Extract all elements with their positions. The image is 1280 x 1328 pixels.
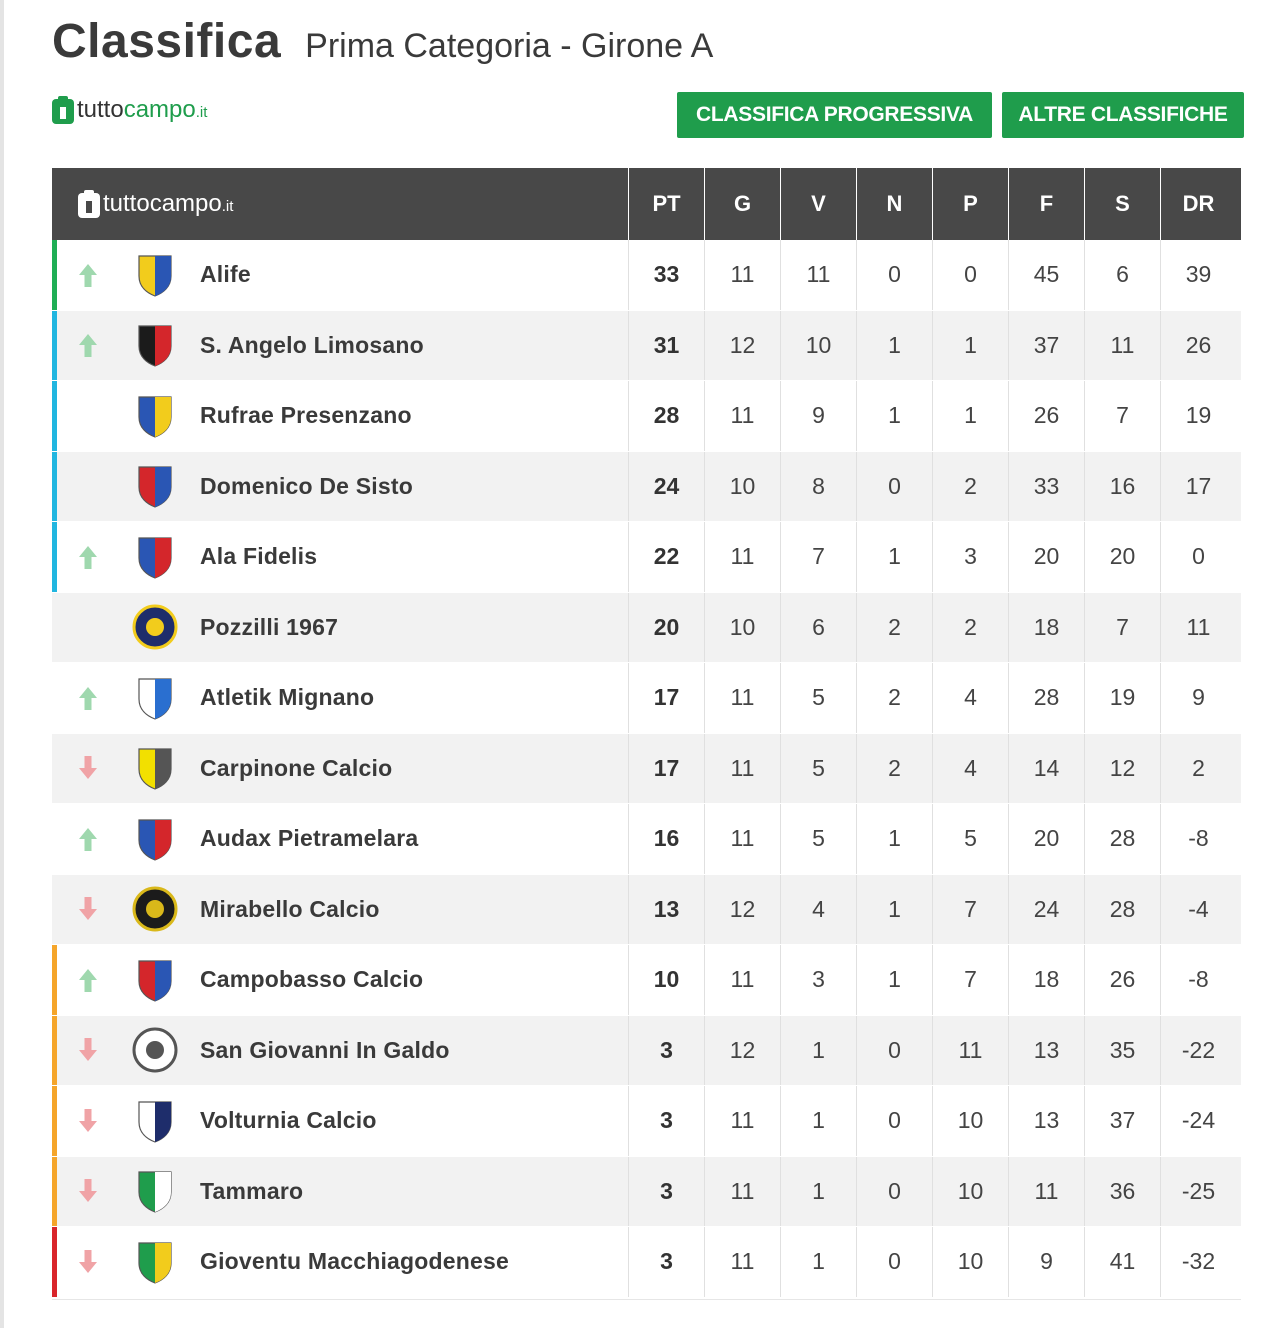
- table-row[interactable]: [52, 452, 1241, 523]
- team-name[interactable]: San Giovanni In Galdo: [200, 1036, 450, 1063]
- stat-n: 2: [856, 734, 932, 804]
- team-cell: [52, 311, 628, 381]
- stat-f: 20: [1008, 804, 1084, 874]
- column-header-pt[interactable]: PT: [628, 168, 704, 240]
- team-name[interactable]: Atletik Mignano: [200, 684, 375, 711]
- team-cell: [52, 381, 628, 451]
- stat-g: 11: [704, 734, 780, 804]
- trend-up-arrow-icon: [78, 826, 98, 852]
- stat-f: 26: [1008, 381, 1084, 451]
- team-cell: [52, 1016, 628, 1086]
- stat-pt: 17: [628, 734, 704, 804]
- table-row[interactable]: [52, 734, 1241, 805]
- header-actions: [677, 92, 1244, 138]
- stat-pt: 3: [628, 1016, 704, 1086]
- stat-dr: 11: [1160, 593, 1236, 663]
- stat-p: 4: [932, 734, 1008, 804]
- team-name[interactable]: Gioventu Macchiagodenese: [200, 1248, 509, 1275]
- white-round-crest-icon: [132, 1027, 178, 1073]
- trend-up-arrow-icon: [78, 544, 98, 570]
- stat-pt: 10: [628, 945, 704, 1015]
- stat-f: 11: [1008, 1157, 1084, 1227]
- stat-dr: -32: [1160, 1227, 1236, 1297]
- green-ball-shield-icon: [132, 1168, 178, 1214]
- table-brand-tld: .it: [221, 198, 234, 215]
- stat-dr: -8: [1160, 804, 1236, 874]
- stat-v: 1: [780, 1227, 856, 1297]
- table-row[interactable]: [52, 1086, 1241, 1157]
- team-cell: [52, 663, 628, 733]
- stat-n: 1: [856, 522, 932, 592]
- stat-v: 1: [780, 1157, 856, 1227]
- stat-g: 11: [704, 945, 780, 1015]
- stat-g: 10: [704, 593, 780, 663]
- column-header-f[interactable]: F: [1008, 168, 1084, 240]
- stat-n: 0: [856, 1157, 932, 1227]
- stat-g: 11: [704, 381, 780, 451]
- stat-f: 14: [1008, 734, 1084, 804]
- trend-up-arrow-icon: [78, 262, 98, 288]
- stat-n: 1: [856, 804, 932, 874]
- team-name[interactable]: Tammaro: [200, 1177, 304, 1204]
- stat-f: 33: [1008, 452, 1084, 522]
- table-row[interactable]: [52, 663, 1241, 734]
- stat-n: 1: [856, 875, 932, 945]
- black-yellow-round-icon: [132, 886, 178, 932]
- stat-dr: 39: [1160, 240, 1236, 310]
- stat-p: 2: [932, 593, 1008, 663]
- table-brand-name: tutto: [103, 190, 150, 217]
- stat-s: 41: [1084, 1227, 1160, 1297]
- stat-n: 0: [856, 1016, 932, 1086]
- stat-p: 4: [932, 663, 1008, 733]
- team-name[interactable]: Volturnia Calcio: [200, 1107, 377, 1134]
- white-navy-shield-icon: [132, 1098, 178, 1144]
- team-cell: [52, 1157, 628, 1227]
- stat-v: 5: [780, 734, 856, 804]
- stat-v: 5: [780, 663, 856, 733]
- trend-down-arrow-icon: [78, 1249, 98, 1275]
- stat-g: 12: [704, 311, 780, 381]
- team-cell: [52, 522, 628, 592]
- table-row[interactable]: [52, 593, 1241, 664]
- green-yellow-shield-icon: [132, 1239, 178, 1285]
- team-cell: [52, 1086, 628, 1156]
- trend-up-arrow-icon: [78, 685, 98, 711]
- stat-g: 11: [704, 1227, 780, 1297]
- stat-f: 28: [1008, 663, 1084, 733]
- stat-s: 7: [1084, 381, 1160, 451]
- column-header-s[interactable]: S: [1084, 168, 1160, 240]
- stat-v: 1: [780, 1086, 856, 1156]
- stat-p: 10: [932, 1086, 1008, 1156]
- blue-red-crest-icon: [132, 534, 178, 580]
- stat-g: 11: [704, 1086, 780, 1156]
- stat-s: 37: [1084, 1086, 1160, 1156]
- table-brand-wordmark: [103, 190, 233, 218]
- trend-up-arrow-icon: [78, 332, 98, 358]
- team-cell: [52, 1227, 628, 1297]
- stat-pt: 33: [628, 240, 704, 310]
- trend-down-arrow-icon: [78, 1037, 98, 1063]
- yellow-tower-shield-icon: [132, 745, 178, 791]
- stat-dr: 9: [1160, 663, 1236, 733]
- trend-down-arrow-icon: [78, 1108, 98, 1134]
- stat-p: 5: [932, 804, 1008, 874]
- brand-tld: .it: [195, 104, 208, 121]
- stat-s: 16: [1084, 452, 1160, 522]
- stat-pt: 20: [628, 593, 704, 663]
- stat-n: 0: [856, 1086, 932, 1156]
- trend-up-arrow-icon: [78, 967, 98, 993]
- stat-dr: 26: [1160, 311, 1236, 381]
- stat-f: 20: [1008, 522, 1084, 592]
- stat-dr: 0: [1160, 522, 1236, 592]
- stat-pt: 3: [628, 1227, 704, 1297]
- stat-s: 20: [1084, 522, 1160, 592]
- stat-f: 37: [1008, 311, 1084, 381]
- team-cell: [52, 875, 628, 945]
- stat-g: 11: [704, 240, 780, 310]
- team-name[interactable]: S. Angelo Limosano: [200, 331, 424, 358]
- stat-pt: 31: [628, 311, 704, 381]
- page-header: [52, 14, 713, 69]
- trend-down-arrow-icon: [78, 755, 98, 781]
- stat-v: 1: [780, 1016, 856, 1086]
- table-row[interactable]: [52, 1227, 1241, 1298]
- stat-f: 13: [1008, 1016, 1084, 1086]
- stat-p: 0: [932, 240, 1008, 310]
- tuttocampo-logo-icon: [78, 190, 100, 218]
- stat-p: 10: [932, 1157, 1008, 1227]
- stat-pt: 3: [628, 1157, 704, 1227]
- stat-s: 19: [1084, 663, 1160, 733]
- stat-n: 2: [856, 593, 932, 663]
- team-cell: [52, 804, 628, 874]
- stat-dr: 19: [1160, 381, 1236, 451]
- red-blue-wolf-icon: [132, 957, 178, 1003]
- stat-v: 11: [780, 240, 856, 310]
- stat-g: 12: [704, 875, 780, 945]
- stat-s: 26: [1084, 945, 1160, 1015]
- team-name[interactable]: Mirabello Calcio: [200, 895, 380, 922]
- black-red-crest-icon: [132, 322, 178, 368]
- stat-s: 11: [1084, 311, 1160, 381]
- team-name[interactable]: Rufrae Presenzano: [200, 402, 412, 429]
- stat-dr: -22: [1160, 1016, 1236, 1086]
- stat-f: 45: [1008, 240, 1084, 310]
- stat-pt: 17: [628, 663, 704, 733]
- team-name[interactable]: Pozzilli 1967: [200, 613, 339, 640]
- stat-v: 6: [780, 593, 856, 663]
- column-header-p[interactable]: P: [932, 168, 1008, 240]
- brand-accent: campo: [123, 96, 196, 123]
- standings-table: [52, 168, 1241, 1298]
- stat-n: 1: [856, 945, 932, 1015]
- team-name[interactable]: Campobasso Calcio: [200, 966, 424, 993]
- stat-n: 1: [856, 381, 932, 451]
- table-row[interactable]: [52, 381, 1241, 452]
- stat-g: 10: [704, 452, 780, 522]
- table-row[interactable]: [52, 522, 1241, 593]
- stat-g: 11: [704, 522, 780, 592]
- yellow-blue-shield-icon: [132, 252, 178, 298]
- table-row[interactable]: [52, 804, 1241, 875]
- trend-down-arrow-icon: [78, 896, 98, 922]
- stat-v: 7: [780, 522, 856, 592]
- column-header-n[interactable]: N: [856, 168, 932, 240]
- column-header-v[interactable]: V: [780, 168, 856, 240]
- team-cell: [52, 240, 628, 310]
- trend-down-arrow-icon: [78, 1178, 98, 1204]
- stat-n: 0: [856, 240, 932, 310]
- stat-pt: 24: [628, 452, 704, 522]
- stat-p: 1: [932, 381, 1008, 451]
- stat-s: 7: [1084, 593, 1160, 663]
- table-row[interactable]: [52, 875, 1241, 946]
- team-name[interactable]: Domenico De Sisto: [200, 472, 413, 499]
- stat-pt: 28: [628, 381, 704, 451]
- stat-s: 12: [1084, 734, 1160, 804]
- stat-dr: -8: [1160, 945, 1236, 1015]
- blue-yellow-crest-icon: [132, 393, 178, 439]
- stat-p: 2: [932, 452, 1008, 522]
- table-row[interactable]: [52, 240, 1241, 311]
- table-bottom-border: [52, 1299, 1241, 1300]
- stat-n: 0: [856, 1227, 932, 1297]
- stat-v: 5: [780, 804, 856, 874]
- column-header-g[interactable]: G: [704, 168, 780, 240]
- stat-g: 12: [704, 1016, 780, 1086]
- stat-g: 11: [704, 1157, 780, 1227]
- table-header: [52, 168, 1241, 240]
- navy-yellow-round-icon: [132, 604, 178, 650]
- tuttocampo-logo-icon: [52, 96, 74, 124]
- stat-g: 11: [704, 663, 780, 733]
- stat-p: 7: [932, 875, 1008, 945]
- stat-pt: 16: [628, 804, 704, 874]
- team-cell: [52, 593, 628, 663]
- stat-s: 35: [1084, 1016, 1160, 1086]
- team-name[interactable]: Carpinone Calcio: [200, 754, 393, 781]
- red-blue-shield-icon: [132, 463, 178, 509]
- stat-g: 11: [704, 804, 780, 874]
- stat-s: 28: [1084, 804, 1160, 874]
- team-name[interactable]: Audax Pietramelara: [200, 825, 419, 852]
- stat-p: 1: [932, 311, 1008, 381]
- table-brand-accent: campo: [149, 190, 222, 217]
- stat-p: 11: [932, 1016, 1008, 1086]
- table-body: [52, 240, 1241, 1298]
- classifica-progressiva-button[interactable]: CLASSIFICA PROGRESSIVA: [677, 92, 992, 138]
- table-row[interactable]: [52, 945, 1241, 1016]
- stat-v: 4: [780, 875, 856, 945]
- team-cell: [52, 945, 628, 1015]
- table-header-brand: [52, 168, 628, 240]
- column-header-dr[interactable]: DR: [1160, 168, 1236, 240]
- stat-s: 36: [1084, 1157, 1160, 1227]
- stat-pt: 22: [628, 522, 704, 592]
- stat-v: 10: [780, 311, 856, 381]
- stat-s: 6: [1084, 240, 1160, 310]
- stat-p: 7: [932, 945, 1008, 1015]
- red-blue-shield-icon: [132, 816, 178, 862]
- stat-pt: 3: [628, 1086, 704, 1156]
- team-name[interactable]: Alife: [200, 261, 251, 288]
- stat-dr: 2: [1160, 734, 1236, 804]
- team-name[interactable]: Ala Fidelis: [200, 543, 318, 570]
- stat-f: 13: [1008, 1086, 1084, 1156]
- stat-dr: -24: [1160, 1086, 1236, 1156]
- stat-dr: -4: [1160, 875, 1236, 945]
- team-cell: [52, 452, 628, 522]
- page-title: Classifica: [52, 15, 282, 68]
- stat-f: 18: [1008, 945, 1084, 1015]
- stat-pt: 13: [628, 875, 704, 945]
- stat-n: 0: [856, 452, 932, 522]
- table-row[interactable]: [52, 1157, 1241, 1228]
- stat-f: 18: [1008, 593, 1084, 663]
- brand-wordmark: [77, 96, 207, 124]
- stat-v: 9: [780, 381, 856, 451]
- stat-n: 2: [856, 663, 932, 733]
- table-row[interactable]: [52, 311, 1241, 382]
- brand-name: tutto: [77, 96, 124, 123]
- page-subtitle: Prima Categoria - Girone A: [305, 27, 714, 65]
- table-row[interactable]: [52, 1016, 1241, 1087]
- team-cell: [52, 734, 628, 804]
- stat-v: 3: [780, 945, 856, 1015]
- stat-v: 8: [780, 452, 856, 522]
- stat-f: 9: [1008, 1227, 1084, 1297]
- stat-dr: 17: [1160, 452, 1236, 522]
- stat-f: 24: [1008, 875, 1084, 945]
- stat-p: 3: [932, 522, 1008, 592]
- stat-dr: -25: [1160, 1157, 1236, 1227]
- altre-classifiche-button[interactable]: ALTRE CLASSIFICHE: [1002, 92, 1244, 138]
- white-blue-shield-icon: [132, 675, 178, 721]
- page-left-edge: [0, 0, 4, 1328]
- stat-p: 10: [932, 1227, 1008, 1297]
- brand-logo[interactable]: [52, 96, 207, 124]
- stat-n: 1: [856, 311, 932, 381]
- stat-s: 28: [1084, 875, 1160, 945]
